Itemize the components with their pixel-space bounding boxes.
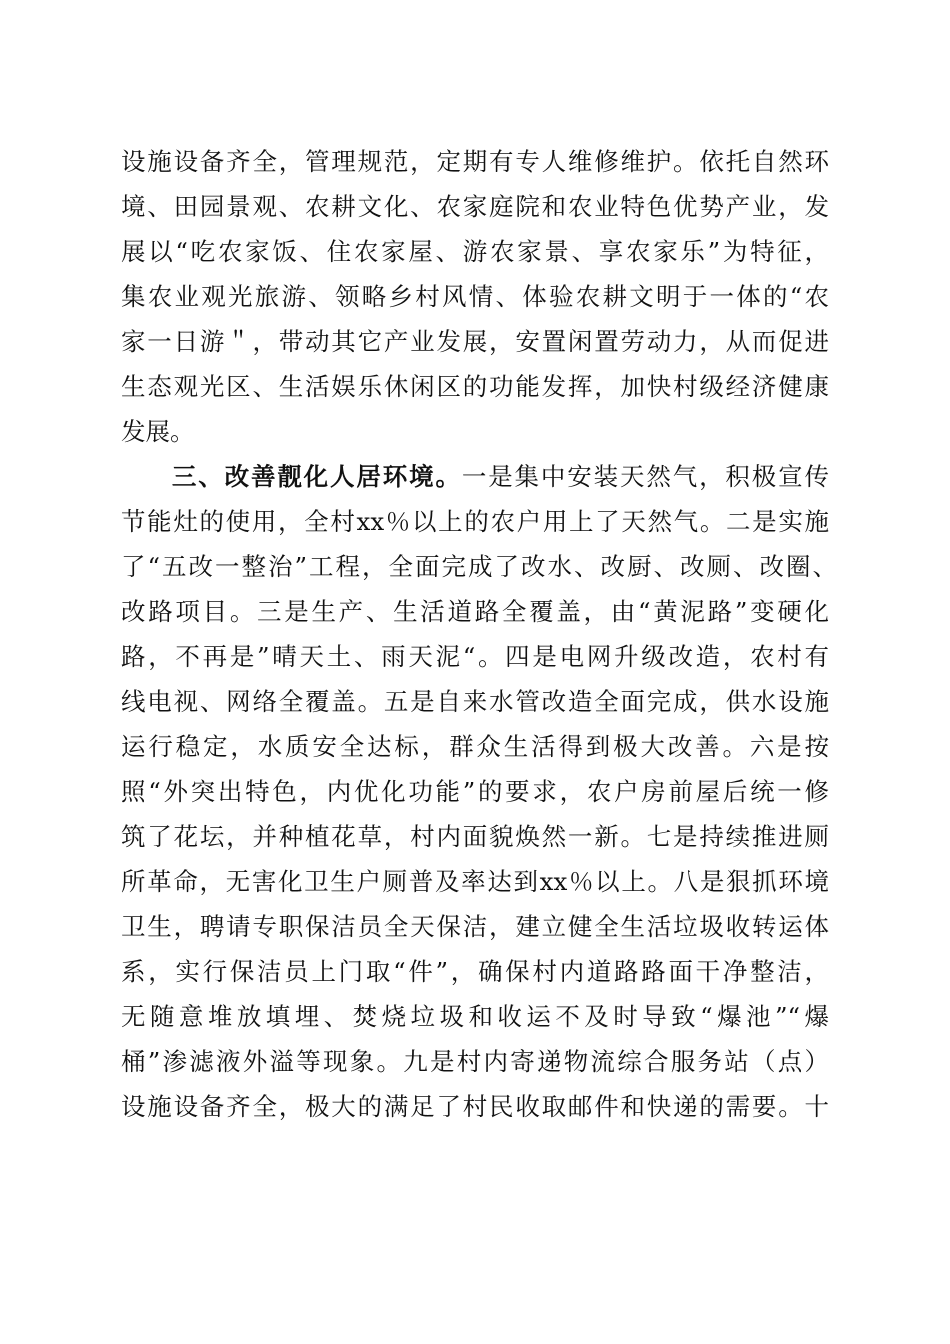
- text-line: 集农业观光旅游、领略乡村风情、体验农耕文明于一体的“农: [121, 282, 829, 311]
- text-line: 运行稳定，水质安全达标，群众生活得到极大改善。六是按: [121, 732, 829, 761]
- text-run: 一是集中安装天然气，积极宣传: [461, 462, 830, 491]
- text-line: 无随意堆放填埋、焚烧垃圾和收运不及时导致“爆池”“爆: [121, 1002, 829, 1031]
- section-heading: 三、改善靓化人居环境。: [170, 462, 462, 491]
- text-line: 系，实行保洁员上门取“件”，确保村内道路路面干净整洁，: [121, 957, 829, 986]
- text-line: 线电视、网络全覆盖。五是自来水管改造全面完成，供水设施: [121, 687, 829, 716]
- text-line: 生态观光区、生活娱乐休闲区的功能发挥，加快村级经济健康: [121, 372, 829, 401]
- text-line: 节能灶的使用，全村xx％以上的农户用上了天然气。二是实施: [121, 507, 829, 536]
- text-line: 设施设备齐全，管理规范，定期有专人维修维护。依托自然环: [121, 147, 829, 176]
- text-line: 所革命，无害化卫生户厕普及率达到xx％以上。八是狠抓环境: [121, 867, 829, 896]
- text-line: 境、田园景观、农耕文化、农家庭院和农业特色优势产业，发: [121, 192, 829, 221]
- text-line: 照“外突出特色，内优化功能”的要求，农户房前屋后统一修: [121, 777, 829, 806]
- text-line: 桶”渗滤液外溢等现象。九是村内寄递物流综合服务站（点）: [121, 1047, 829, 1076]
- text-line: 路，不再是”晴天土、雨天泥“。四是电网升级改造，农村有: [121, 642, 829, 671]
- text-line: 筑了花坛，并种植花草，村内面貌焕然一新。七是持续推进厕: [121, 822, 829, 851]
- text-line: 改路项目。三是生产、生活道路全覆盖，由“黄泥路”变硬化: [121, 597, 829, 626]
- text-line: 展以“吃农家饭、住农家屋、游农家景、享农家乐”为特征，: [121, 237, 829, 266]
- text-line: 发展。: [121, 417, 195, 446]
- text-line: 卫生，聘请专职保洁员全天保洁，建立健全生活垃圾收转运体: [121, 912, 829, 941]
- text-line: 设施设备齐全，极大的满足了村民收取邮件和快递的需要。十: [121, 1092, 829, 1121]
- paragraph-first-line: [121, 457, 829, 497]
- text-line: 家一日游＂，带动其它产业发展，安置闲置劳动力，从而促进: [121, 327, 829, 356]
- text-line: 了“五改一整治”工程，全面完成了改水、改厨、改厕、改圈、: [121, 552, 837, 581]
